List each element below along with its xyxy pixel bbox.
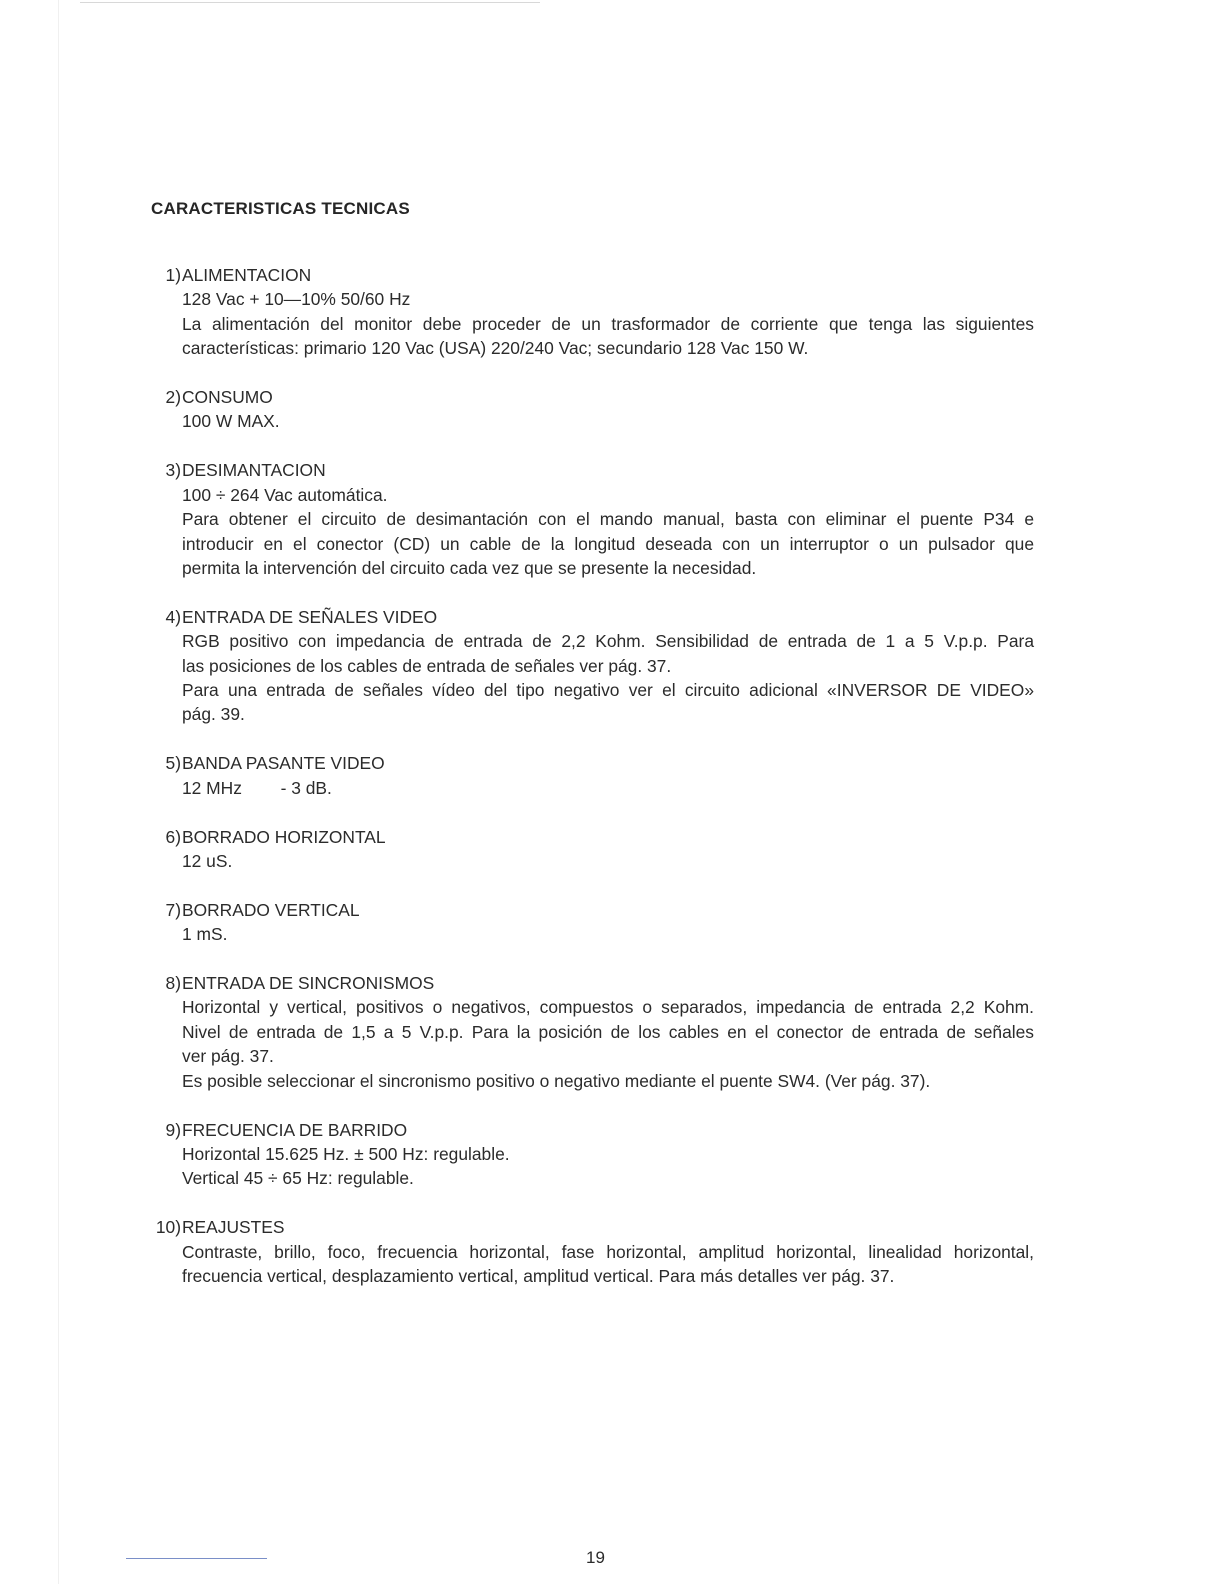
spec-item-heading: FRECUENCIA DE BARRIDO: [182, 1119, 408, 1140]
spec-item-line: Para una entrada de señales vídeo del tipo negativo ver el circuito adicional «INVERSOR DE VIDEO»: [182, 679, 1034, 700]
spec-item: [150, 1215, 1050, 1288]
page-title: CARACTERISTICAS TECNICAS: [151, 199, 410, 218]
spec-item-heading: ENTRADA DE SEÑALES VIDEO: [182, 606, 438, 627]
spec-item-body: [182, 1240, 1034, 1289]
spec-item-line: las posiciones de los cables de entrada de señales ver pág. 37.: [182, 655, 672, 676]
spec-item-header: [150, 751, 1050, 775]
spec-item-number: 6): [165, 826, 181, 847]
spec-item-number: 1): [165, 265, 181, 285]
spec-item-number: 7): [165, 899, 181, 920]
spec-item-body: [182, 1142, 1034, 1191]
spec-item: [150, 971, 1050, 1093]
spec-item-line: permita la intervención del circuito cada vez que se presente la necesidad.: [182, 557, 757, 578]
spec-item: [150, 825, 1050, 874]
spec-item-line: 100 W MAX.: [182, 411, 280, 432]
spec-item: [150, 751, 1050, 800]
spec-list: [150, 263, 1050, 1288]
spec-item-line: Contraste, brillo, foco, frecuencia horizontal, fase horizontal, amplitud horizontal, linealidad horizontal,: [182, 1241, 1034, 1262]
spec-item-body: [182, 849, 1034, 873]
spec-item: [150, 458, 1050, 580]
page-number: 19: [586, 1548, 605, 1567]
spec-item-body: [182, 776, 1034, 800]
spec-item-heading: DESIMANTACION: [182, 460, 326, 481]
spec-item: [150, 1118, 1050, 1191]
spec-item-header: [150, 605, 1050, 629]
top-edge-rule: [80, 2, 540, 3]
spec-item-line: 128 Vac + 10—10% 50/60 Hz: [182, 289, 411, 310]
spec-item-line: La alimentación del monitor debe proceder de un trasformador de corriente que tenga las siguientes: [182, 313, 1034, 334]
spec-item-header: [150, 385, 1050, 409]
spec-item-header: [150, 1215, 1050, 1239]
spec-item-body: [182, 483, 1034, 581]
spec-item-header: [150, 825, 1050, 849]
spec-item-heading: REAJUSTES: [182, 1217, 285, 1238]
spec-item-number: 8): [165, 973, 181, 994]
spec-item-heading: BORRADO HORIZONTAL: [182, 826, 386, 847]
spec-item-body: [182, 922, 1034, 946]
spec-item-header: [150, 1118, 1050, 1142]
spec-item-line: 12 uS.: [182, 850, 233, 871]
bottom-edge-rule: [126, 1558, 267, 1559]
spec-item-heading: CONSUMO: [182, 387, 273, 408]
spec-item-line: 1 mS.: [182, 924, 228, 945]
spec-item-number: 5): [165, 753, 181, 774]
spec-item-number: 9): [165, 1119, 181, 1140]
spec-item-line: 12 MHz - 3 dB.: [182, 777, 332, 798]
left-edge-shade: [58, 0, 59, 1584]
spec-item-line: Horizontal y vertical, positivos o negativos, compuestos o separados, impedancia de entrada 2,2 Kohm.: [182, 997, 1034, 1018]
spec-item-body: [182, 995, 1034, 1093]
spec-item-line: Vertical 45 ÷ 65 Hz: regulable.: [182, 1168, 414, 1189]
spec-item-heading: BANDA PASANTE VIDEO: [182, 753, 385, 774]
spec-item-line: Es posible seleccionar el sincronismo positivo o negativo mediante el puente SW4. (Ver pág. 37).: [182, 1070, 931, 1091]
spec-item-number: 10): [155, 1217, 181, 1238]
spec-item-heading: ENTRADA DE SINCRONISMOS: [182, 973, 435, 994]
spec-item: [150, 385, 1050, 434]
spec-item-body: [182, 287, 1034, 360]
spec-item-line: características: primario 120 Vac (USA) 220/240 Vac; secundario 128 Vac 150 W.: [182, 338, 809, 359]
spec-item-line: 100 ÷ 264 Vac automática.: [182, 484, 388, 505]
spec-item: [150, 263, 1050, 361]
spec-item-body: [182, 629, 1034, 727]
spec-item-line: ver pág. 37.: [182, 1046, 274, 1067]
spec-item: [150, 898, 1050, 947]
spec-item-line: Nivel de entrada de 1,5 a 5 V.p.p. Para la posición de los cables en el conector de entrada de señales: [182, 1021, 1034, 1042]
spec-item-line: frecuencia vertical, desplazamiento vertical, amplitud vertical. Para más detalles ver pág. 37.: [182, 1266, 895, 1286]
spec-item-heading: BORRADO VERTICAL: [182, 899, 360, 920]
spec-item-body: [182, 409, 1034, 433]
spec-item-line: pág. 39.: [182, 704, 245, 725]
spec-item-line: RGB positivo con impedancia de entrada de 2,2 Kohm. Sensibilidad de entrada de 1 a 5 V.p.p. Para: [182, 631, 1034, 652]
spec-item-header: [150, 263, 1050, 287]
spec-item-line: introducir en el conector (CD) un cable de la longitud deseada con un interruptor o un pulsador que: [182, 533, 1034, 554]
spec-item-heading: ALIMENTACION: [182, 265, 312, 285]
spec-item-number: 3): [165, 460, 181, 481]
spec-item-line: Para obtener el circuito de desimantación con el mando manual, basta con eliminar el puente P34 e: [182, 509, 1034, 530]
spec-item-number: 2): [165, 387, 181, 408]
spec-item-header: [150, 458, 1050, 482]
spec-item-header: [150, 898, 1050, 922]
spec-item-line: Horizontal 15.625 Hz. ± 500 Hz: regulable.: [182, 1143, 510, 1164]
spec-item-number: 4): [165, 606, 181, 627]
spec-item: [150, 605, 1050, 727]
spec-item-header: [150, 971, 1050, 995]
